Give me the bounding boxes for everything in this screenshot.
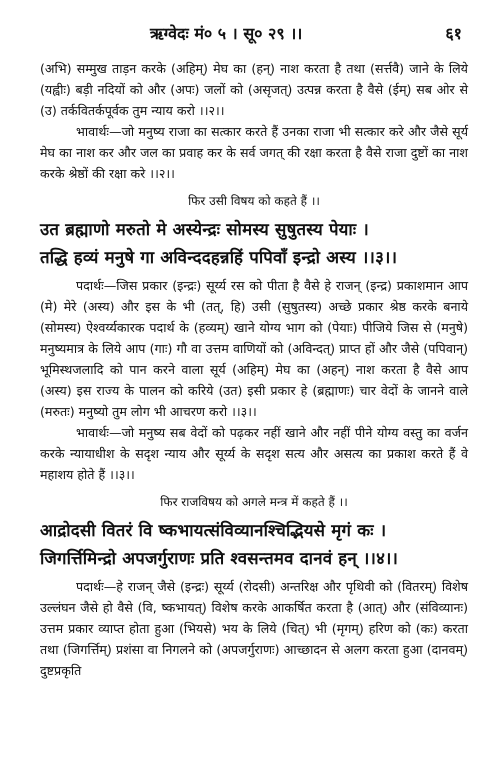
- mantra-3-line-1: उत ब्रह्माणो मरुतो मे अस्येन्द्रः सोमस्य सुषुतस्य पेयाः ।: [40, 219, 369, 239]
- mantra-3-line-2: तद्धि हव्यं मनुषे गा अविन्ददहन्नहिं पपिवाँ इन्द्रो अस्य ।।३।।: [40, 247, 398, 267]
- bhavartha-paragraph-2: भावार्थः—जो मनुष्य राजा का सत्कार करते हैं उनका राजा भी सत्कार करे और जैसे सूर्य मेघ का नाश कर और जल का प्रवाह कर के सर्व जगत् की रक्षा करता है वैसे राजा दुष्टों का नाश करके श्रेष्ठों की रक्षा करे ।।२।।: [40, 124, 468, 181]
- mantra-4-line-2: जिगर्त्तिमिन्द्रो अपजर्गुराणः प्रति श्वसन्तमव दानवं हन् ।।४।।: [40, 548, 399, 568]
- padartha-paragraph-2: (अभि) सम्मुख ताड़न करके (अहिम्) मेघ का (हन्) नाश करता है तथा (सर्त्तवै) जाने के लिये (यह्वीः) बड़ी नदियों को और (अपः) जलों को (असृजत्) उत्पन्न करता है वैसे (ईम्) सब ओर से (उ) तर्कवितर्कपूर्वक तुम न्याय करो ।।२।।: [40, 61, 468, 118]
- running-title: ऋग्वेदः मं० ५ । सू० २९ ।।: [150, 24, 303, 43]
- page-body: [40, 58, 468, 681]
- section-heading-3: फिर उसी विषय को कहते हैं ।।: [188, 194, 320, 208]
- mantra-4-line-1: आद्रोदसी वितरं वि ष्कभायत्संविव्यानश्चिद्भियसे मृगं कः ।: [40, 520, 387, 540]
- section-heading-4: फिर राजविषय को अगले मन्त्र में कहते हैं ।।: [160, 495, 348, 509]
- padartha-paragraph-3: पदार्थः—जिस प्रकार (इन्द्रः) सूर्य्य रस को पीता है वैसे हे राजन् (इन्द्र) प्रकाशमान आप (मे) मेरे (अस्य) और इस के भी (तत्, हि) उसी (सुषुतस्य) अच्छे प्रकार श्रेष्ठ करके बनाये (सोमस्य) ऐश्वर्य्यकारक पदार्थ के (हव्यम्) खाने योग्य भाग को (पेयाः) पीजिये जिस से (मनुषे) मनुष्यमात्र के लिये आप (गाः) गौ वा उत्तम वाणियों को (अविन्दत्) प्राप्त हों और जैसे (पपिवान्) भूमिस्थजलादि को पान करने वाला सूर्य (अहिम्) मेघ का (अहन्) नाश करता है वैसे आप (अस्य) इस राज्य के पालन को करिये (उत) इसी प्रकार हे (ब्रह्माणः) चार वेदों के जानने वाले (मरुतः) मनुष्यो तुम लोग भी आचरण करो ।।३।।: [40, 278, 468, 419]
- bhavartha-paragraph-3: भावार्थः—जो मनुष्य सब वेदों को पढ़कर नहीं खाने और नहीं पीने योग्य वस्तु का वर्जन करके न्यायाधीश के सदृश न्याय और सूर्य्य के सदृश सत्य और असत्य का प्रकाश करते हैं वे महाशय होते हैं ।।३।।: [40, 425, 468, 482]
- page-number: ६१: [445, 24, 462, 43]
- padartha-paragraph-4: पदार्थः—हे राजन् जैसे (इन्द्रः) सूर्य्य (रोदसी) अन्तरिक्ष और पृथिवी को (वितरम्) विशेष उल्लंघन जैसे हो वैसे (वि, ष्कभायत्) विशेष करके आकर्षित करता है (आत्) और (संविव्यानः) उत्तम प्रकार व्याप्त होता हुआ (भियसे) भय के लिये (चित्) भी (मृगम्) हरिण को (कः) करता तथा (जिगर्त्तिम्) प्रशंसा वा निगलने को (अपजर्गुराणः) आच्छादन से अलग करता हुआ (दानवम्) दुष्टप्रकृति: [40, 579, 468, 678]
- page-header: [0, 22, 498, 46]
